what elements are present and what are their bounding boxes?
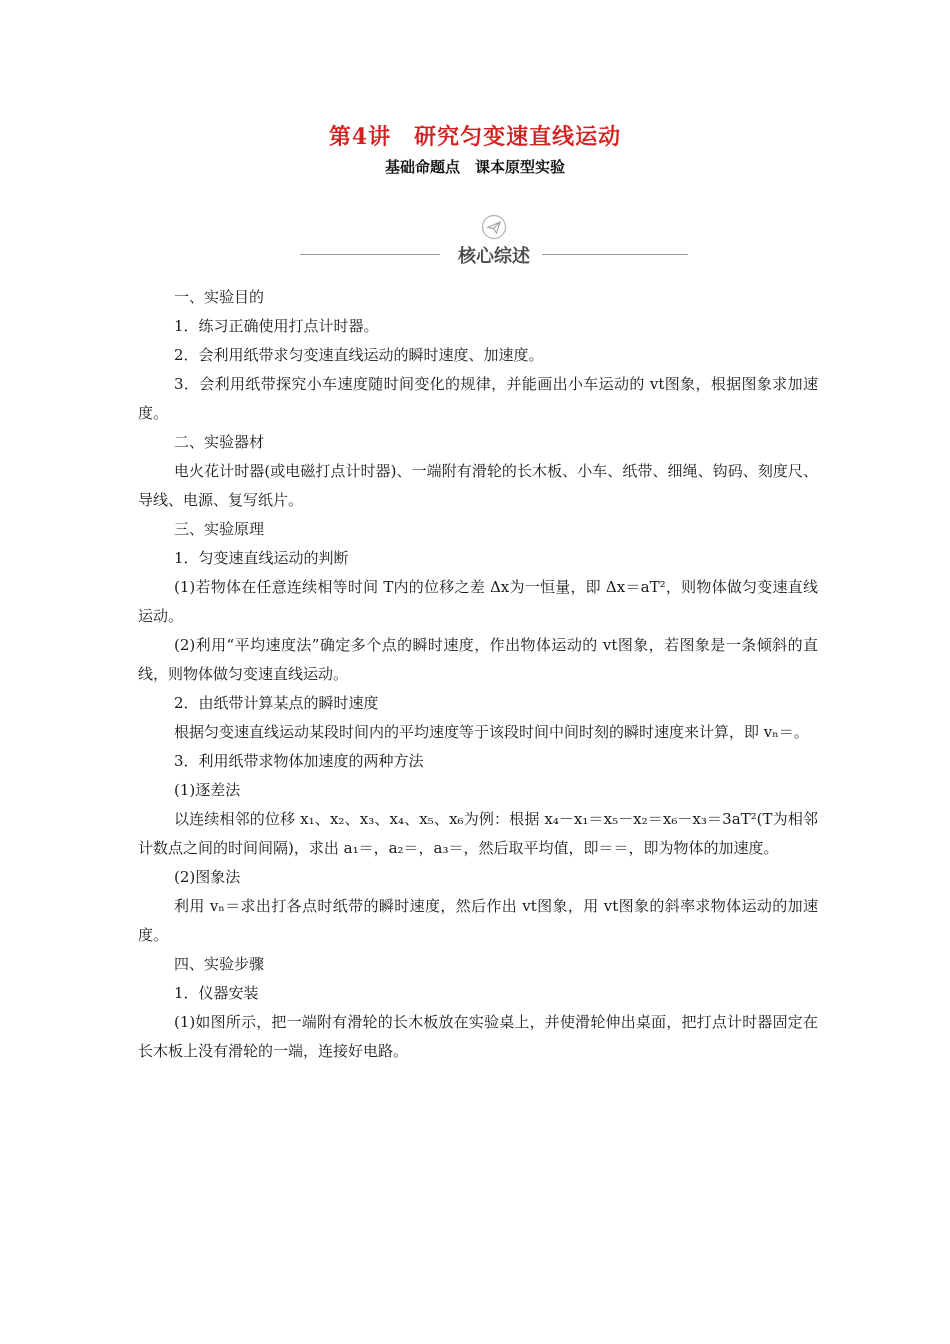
paragraph: 二、实验器材: [174, 433, 265, 451]
paragraph: 3．会利用纸带探究小车速度随时间变化的规律，并能画出小车运动的 vt图象，根据图象求加速度。: [138, 375, 818, 422]
paragraph: (2)图象法: [174, 868, 241, 886]
page-subtitle: 基础命题点 课本原型实验: [384, 158, 565, 176]
paragraph: 以连续相邻的位移 x₁、x₂、x₃、x₄、x₅、x₆为例：根据 x₄－x₁＝x₅－x₂＝x₆－x₃＝3aT²(T为相邻计数点之间的时间间隔)，求出 a₁＝，a₂＝，a₃＝，然后取平均值，即＝＝，即为物体的加速度。: [138, 810, 818, 857]
divider-left: [300, 254, 440, 255]
section-label: 核心综述: [458, 246, 530, 267]
section-heading: [300, 214, 688, 274]
paragraph: (1)若物体在任意连续相等时间 T内的位移之差 Δx为一恒量，即 Δx＝aT²，则物体做匀变速直线运动。: [138, 578, 818, 625]
paragraph: 四、实验步骤: [174, 955, 265, 973]
paragraph: 1．匀变速直线运动的判断: [174, 549, 349, 567]
paragraph: 电火花计时器(或电磁打点计时器)、一端附有滑轮的长木板、小车、纸带、细绳、钩码、刻度尺、导线、电源、复写纸片。: [138, 462, 818, 509]
paragraph: 根据匀变速直线运动某段时间内的平均速度等于该段时间中间时刻的瞬时速度来计算，即 vₙ＝。: [174, 723, 809, 741]
divider-right: [542, 254, 688, 255]
paragraph: 2．会利用纸带求匀变速直线运动的瞬时速度、加速度。: [174, 346, 544, 364]
paper-plane-icon: [481, 214, 507, 240]
paragraph: 1．仪器安装: [174, 984, 259, 1002]
paragraph: (1)逐差法: [174, 781, 241, 799]
paragraph: 3．利用纸带求物体加速度的两种方法: [174, 752, 424, 770]
paragraph: 一、实验目的: [174, 288, 265, 306]
paragraph: 2．由纸带计算某点的瞬时速度: [174, 694, 379, 712]
paragraph: (1)如图所示，把一端附有滑轮的长木板放在实验桌上，并使滑轮伸出桌面，把打点计时器固定在长木板上没有滑轮的一端，连接好电路。: [138, 1013, 818, 1060]
paragraph: 三、实验原理: [174, 520, 265, 538]
paragraph: 1．练习正确使用打点计时器。: [174, 317, 379, 335]
page-title: 第4讲 研究匀变速直线运动: [328, 124, 622, 150]
paragraph: 利用 vₙ＝求出打各点时纸带的瞬时速度，然后作出 vt图象，用 vt图象的斜率求物体运动的加速度。: [138, 897, 818, 944]
body-text: [138, 283, 818, 1066]
paragraph: (2)利用“平均速度法”确定多个点的瞬时速度，作出物体运动的 vt图象，若图象是一条倾斜的直线，则物体做匀变速直线运动。: [138, 636, 818, 683]
